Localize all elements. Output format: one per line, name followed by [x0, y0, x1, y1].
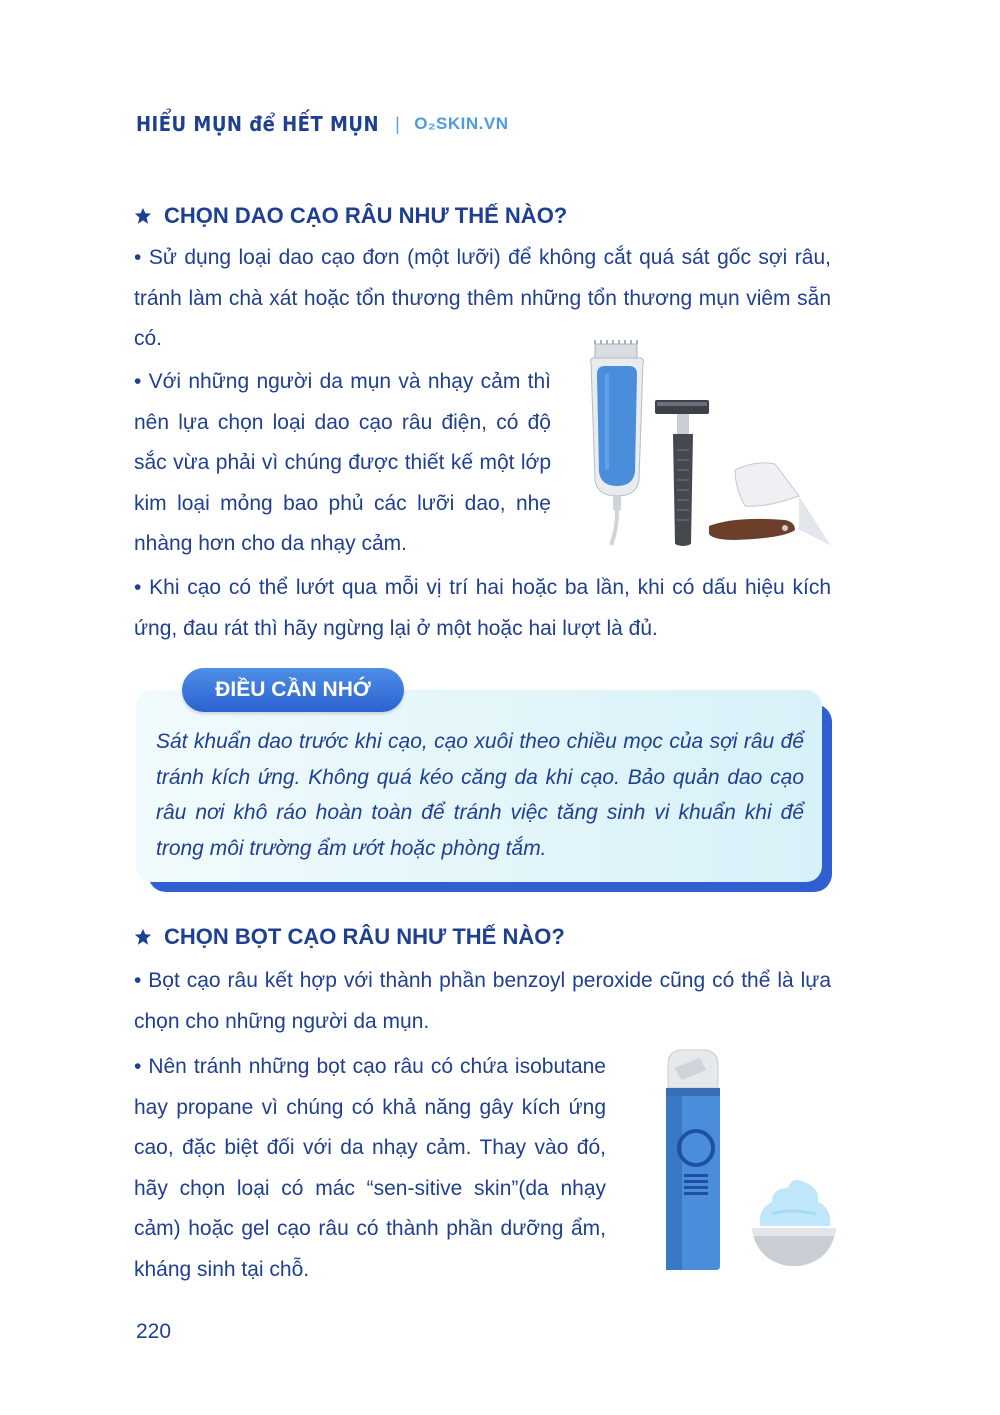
site-name: O₂SKIN.VN [414, 114, 509, 133]
razor-bullet-2: • Với những người da mụn và nhạy cảm thì nên lựa chọn loại dao cạo râu điện, có độ sắc vừa phải vì chúng được thiết kế một lớp kim loại mỏng bao phủ các lưỡi dao, nhẹ nhàng hơn cho da nhạy cảm. [134, 370, 551, 555]
razor-bullet-1: • Sử dụng loại dao cạo đơn (một lưỡi) để không cắt quá sát gốc sợi râu, tránh làm chà xát hoặc tổn thương thêm những tổn thương mụn viêm sẵn có. [134, 246, 831, 350]
book-title: HIỂU MỤN để HẾT MỤN [136, 112, 380, 136]
section-title-razor [134, 203, 567, 229]
foam-bullet-1: • Bọt cạo râu kết hợp với thành phần benzoyl peroxide cũng có thể là lựa chọn cho những người da mụn. [134, 969, 831, 1033]
reminder-box [136, 668, 832, 892]
reminder-text: Sát khuẩn dao trước khi cạo, cạo xuôi theo chiều mọc của sợi râu để tránh kích ứng. Không quá kéo căng da khi cạo. Bảo quản dao cạo râu nơi khô ráo hoàn toàn để tránh việc tăng sinh vi khuẩn khi để trong môi trường ẩm ướt hoặc phòng tắm. [156, 730, 804, 860]
foam-bowl-icon [752, 1180, 836, 1266]
safety-razor-icon [655, 400, 709, 546]
shaving-foam-can-icon [666, 1050, 720, 1270]
reminder-label: ĐIỀU CẦN NHỚ [182, 668, 404, 712]
razor-bullet-3: • Khi cạo có thể lướt qua mỗi vị trí hai hoặc ba lần, khi có dấu hiệu kích ứng, đau rát thì hãy ngừng lại ở một hoặc hai lượt là đủ. [134, 576, 831, 640]
foam-illustration [660, 1048, 840, 1278]
page-number: 220 [136, 1320, 172, 1343]
header-separator: | [395, 113, 401, 134]
star-icon [134, 928, 152, 946]
section-title-text: CHỌN DAO CẠO RÂU NHƯ THẾ NÀO? [164, 203, 568, 228]
straight-razor-icon [709, 463, 831, 546]
star-icon [134, 207, 152, 225]
electric-clipper-icon [590, 340, 643, 545]
razors-illustration [585, 340, 835, 555]
page-header [136, 112, 509, 136]
section-title-text: CHỌN BỌT CẠO RÂU NHƯ THẾ NÀO? [164, 924, 565, 949]
foam-bullet-2: • Nên tránh những bọt cạo râu có chứa isobutane hay propane vì chúng có khả năng gây kích ứng cao, đặc biệt đối với da nhạy cảm. Thay vào đó, hãy chọn loại có mác “sen-sitive skin”(da nhạy cảm) hoặc gel cạo râu có thành phần dưỡng ẩm, kháng sinh tại chỗ. [134, 1055, 606, 1281]
section-title-foam [134, 924, 565, 950]
